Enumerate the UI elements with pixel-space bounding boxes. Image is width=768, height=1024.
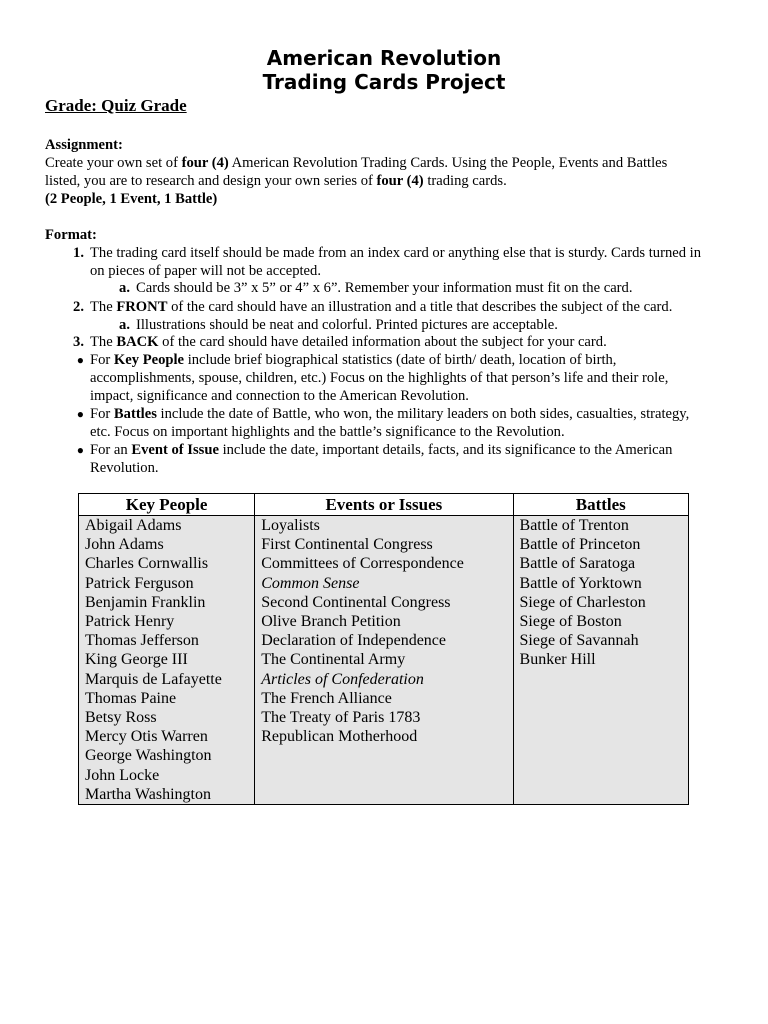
list-item: Battle of Saratoga <box>519 555 636 573</box>
list-letter: a. <box>119 317 130 333</box>
events-cell <box>255 516 513 805</box>
table-header-row <box>79 494 689 516</box>
list-item: Bunker Hill <box>519 651 596 669</box>
list-item: Siege of Boston <box>519 613 622 631</box>
format-bullet-event-text: For an Event of Issue include the date, important details, facts, and its significance to the American Revolution. <box>90 442 673 476</box>
format-item-1a-text: Cards should be 3” x 5” or 4” x 6”. Remember your information must fit on the card. <box>136 280 633 296</box>
list-letter: a. <box>119 280 130 296</box>
list-item: George Washington <box>85 747 212 765</box>
header-key-people: Key People <box>79 494 255 516</box>
list-item: Abigail Adams <box>85 517 182 534</box>
table-row <box>79 516 689 805</box>
assignment-note: (2 People, 1 Event, 1 Battle) <box>45 191 218 207</box>
list-item: Martha Washington <box>85 785 211 803</box>
list-item: Common Sense <box>261 574 360 592</box>
list-item: Battle of Yorktown <box>519 574 642 592</box>
list-item: Patrick Ferguson <box>85 574 194 592</box>
list-number: 2. <box>73 299 84 315</box>
assignment-label: Assignment: <box>45 137 123 153</box>
grade-heading: Grade: Quiz Grade <box>45 96 187 115</box>
list-number: 1. <box>73 245 84 261</box>
title-line-1: American Revolution <box>266 46 502 70</box>
list-item: John Locke <box>85 766 160 784</box>
bullet-icon: ● <box>76 353 84 367</box>
list-item: Patrick Henry <box>85 613 175 631</box>
topics-table <box>78 493 689 805</box>
format-bullet-key-people-text: For Key People include brief biographical statistics (date of birth/ death, location of birth, accomplishments, spouse, children, etc.) Focus on the highlights of that person’s life and their role, impact, significance and connection to the American Revolution. <box>90 352 669 404</box>
battles-cell <box>513 516 688 805</box>
header-battles: Battles <box>513 494 688 516</box>
list-item: Thomas Jefferson <box>85 632 199 650</box>
bullet-icon: ● <box>76 443 84 457</box>
list-item: Benjamin Franklin <box>85 593 206 611</box>
list-item: Battle of Trenton <box>519 517 629 534</box>
list-item: Thomas Paine <box>85 689 177 707</box>
list-item: Mercy Otis Warren <box>85 728 208 746</box>
list-item: Betsy Ross <box>85 709 157 727</box>
format-item-3-text: The BACK of the card should have detailed information about the subject for your card. <box>90 334 607 350</box>
list-item: Committees of Correspondence <box>261 555 464 573</box>
list-item: Siege of Charleston <box>519 593 646 611</box>
list-item: Articles of Confederation <box>261 670 424 688</box>
list-item: The Continental Army <box>261 651 406 669</box>
list-item: Siege of Savannah <box>519 632 639 650</box>
list-item: Second Continental Congress <box>261 593 451 611</box>
bullet-icon: ● <box>76 407 84 421</box>
key-people-cell <box>79 516 255 805</box>
list-item: Republican Motherhood <box>261 728 418 746</box>
format-label: Format: <box>45 227 97 243</box>
format-item-1-text: The trading card itself should be made from an index card or anything else that is sturdy. Cards turned in on pieces of paper will not be accepted. <box>90 245 702 279</box>
list-item: First Continental Congress <box>261 536 433 554</box>
assignment-text: Create your own set of four (4) American Revolution Trading Cards. Using the People, Events and Battles listed, you are to research and design your own series of four (4) trading cards. <box>45 155 668 189</box>
list-number: 3. <box>73 334 84 350</box>
list-item: Battle of Princeton <box>519 536 641 554</box>
format-item-2a-text: Illustrations should be neat and colorful. Printed pictures are acceptable. <box>136 317 558 333</box>
list-item: King George III <box>85 651 188 669</box>
list-item: Loyalists <box>261 517 320 534</box>
list-item: John Adams <box>85 536 164 554</box>
list-item: Charles Cornwallis <box>85 555 209 573</box>
format-item-2-text: The FRONT of the card should have an illustration and a title that describes the subject of the card. <box>90 299 673 315</box>
title-line-2: Trading Cards Project <box>262 70 506 94</box>
list-item: The Treaty of Paris 1783 <box>261 709 421 727</box>
list-item: Declaration of Independence <box>261 632 447 650</box>
list-item: Marquis de Lafayette <box>85 670 222 688</box>
format-bullet-battles-text: For Battles include the date of Battle, who won, the military leaders on both sides, casualties, strategy, etc. Focus on important highlights and the battle’s significance to the Revolution. <box>90 406 690 440</box>
list-item: The French Alliance <box>261 689 392 707</box>
header-events: Events or Issues <box>255 494 513 516</box>
list-item: Olive Branch Petition <box>261 613 401 631</box>
